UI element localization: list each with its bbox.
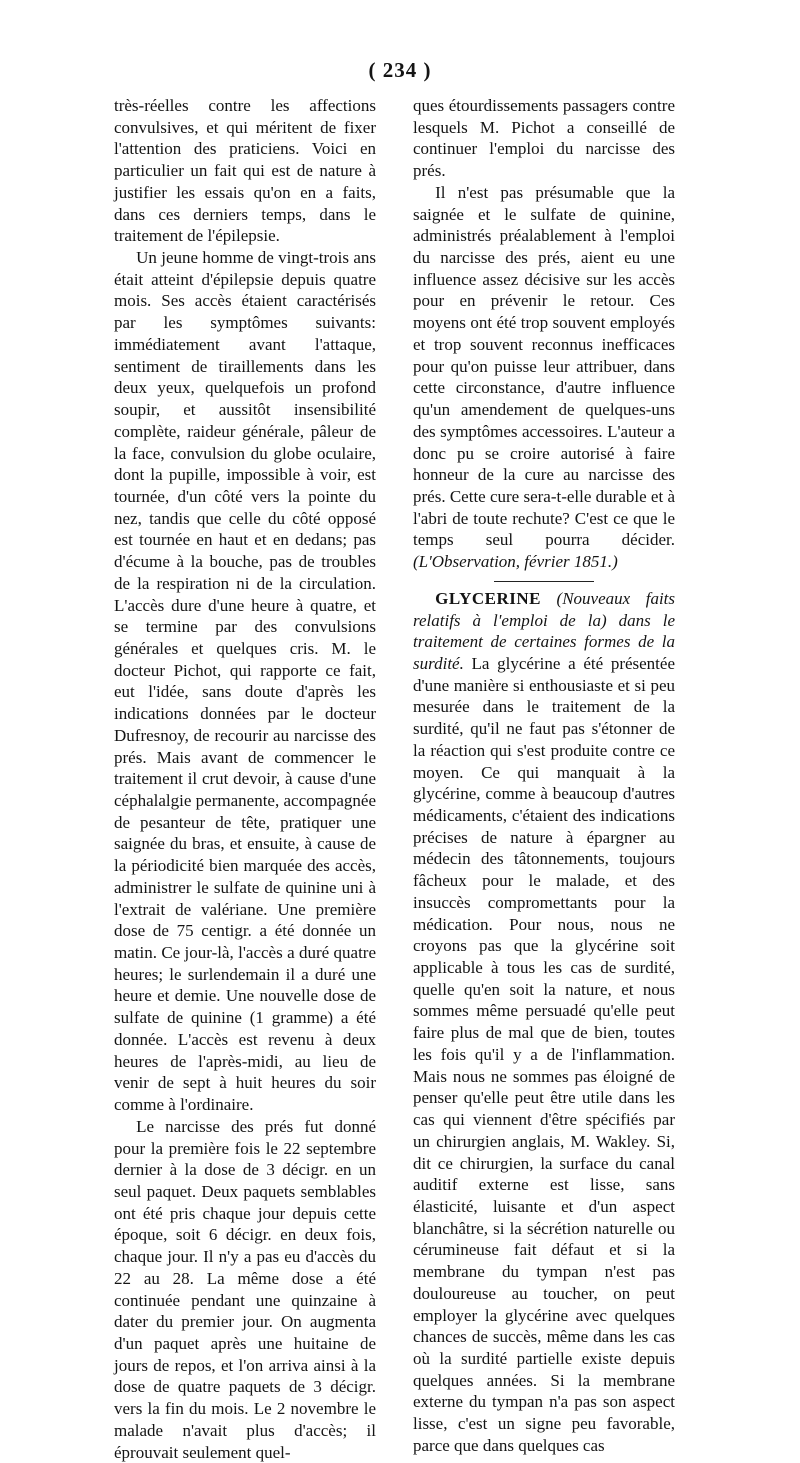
right-paragraph-2 (413, 182, 675, 573)
right-paragraph-1: ques étourdissements passagers contre lesquels M. Pichot a conseillé de continuer l'emploi du narcisse des prés. (413, 96, 675, 181)
article-subtitle: (Nouveaux faits relatifs à l'emploi de la) dans le traitement de certaines formes de la surdité. (413, 588, 676, 673)
left-paragraph-2: Un jeune homme de vingt-trois ans était atteint d'épilepsie depuis quatre mois. Ses accès étaient caractérisés par les symptômes suivants: immédiatement avant l'attaque, sentiment de tiraillements dans les deux yeux, quelquefois un profond soupir, et aussitôt insensibilité complète, raideur générale, pâleur de la face, convulsion du globe oculaire, dont la pupille, impossible à voir, est tournée, d'un côté vers la pointe du nez, tandis que celle du côté opposé est tournée en haut et en dedans; pas d'écume à la bouche, pas de troubles de la respiration ni de la circulation. L'accès dure d'une heure à quatre, et se termine par des convulsions générales et quelques cris. M. le docteur Pichot, qui rapporte ce fait, eut l'idée, sans doute d'après les indications données par le docteur Dufresnoy, de recourir au narcisse des prés. Mais avant de commencer le traitement il crut devoir, à cause d'une céphalalgie permanente, accompagnée de pesanteur de tête, pratiquer une saignée du bras, et ensuite, à cause de la périodicité bien marquée des accès, administrer le sulfate de quinine uni à l'extrait de valériane. Une première dose de 75 centigr. a été donnée un matin. Ce jour-là, l'accès a duré quatre heures; le surlendemain il a duré une heure et demie. Une nouvelle dose de sulfate de quinine (1 gramme) a été donnée. L'accès est revenu à deux heures de l'après-midi, au lieu de venir de sept à huit heures du soir comme à l'ordinaire. (114, 248, 376, 1115)
article-title: GLYCERINE (435, 588, 541, 608)
left-paragraph-1: très-réelles contre les affections convulsives, et qui méritent de fixer l'attention des praticiens. Voici en particulier un fait qui est de nature à justifier les essais qu'on en a faits, dans ces derniers temps, dans le traitement de l'épilepsie. (114, 96, 376, 246)
article-body: La glycérine a été présentée d'une manière si enthousiaste et si peu mesurée dans le traitement de la surdité, qu'il ne faut pas s'étonner de la réaction qui s'est produite contre ce moyen. Ce qui manquait à la glycérine, comme à beaucoup d'autres médicaments, c'étaient des indications précises de nature à épargner au médecin des tâtonnements, toujours fâcheux pour le malade, et des insuccès compromettants pour la médication. Pour nous, nous ne croyons pas que la glycérine soit applicable à tous les cas de surdité, quelle qu'en soit la nature, et nous sommes même persuadé qu'elle peut faire plus de mal que de bien, toutes les fois qu'il y a de l'inflammation. Mais nous ne sommes pas éloigné de penser qu'elle peut être utile dans les cas qui viennent d'être spécifiés par un chirurgien anglais, M. Wakley. Si, dit ce chirurgien, la surface du canal auditif externe est lisse, sans élasticité, luisante et d'un aspect blanchâtre, si la sécrétion naturelle ou cérumineuse fait défaut et si la membrane du tympan n'est pas douloureuse au toucher, on peut employer la glycérine avec quelques chances de succès, même dans les cas où la surdité partielle existe depuis quelques années. Si la membrane externe du tympan n'a pas son aspect lisse, c'est un signe peu favorable, parce que dans quelques cas (413, 653, 675, 1455)
right-column (413, 95, 675, 1457)
source-citation: (L'Observation, février 1851.) (413, 552, 618, 572)
left-paragraph-3: Le narcisse des prés fut donné pour la première fois le 22 septembre dernier à la dose de 3 décigr. en un seul paquet. Deux paquets semblables ont été pris chaque jour depuis cette époque, soit 6 décigr. en deux fois, chaque jour. Il n'y a pas eu d'accès du 22 au 28. La même dose a été continuée pendant une quinzaine à dater du premier jour. On augmenta d'un paquet après une huitaine de jours de repos, et l'on arriva ainsi à la dose de quatre paquets de 3 décigr. vers la fin du mois. Le 2 novembre le malade n'avait plus d'accès; il éprouvait seulement quel- (114, 1116, 376, 1462)
right-paragraph-2-text: Il n'est pas présumable que la saignée et le sulfate de quinine, administrés préalablement à l'emploi du narcisse des prés, aient eu une influence assez décisive sur les accès pour en prévenir le retour. Ces moyens ont été trop souvent employés et trop souvent reconnus inefficaces pour qu'on puisse leur attribuer, dans cette circonstance, d'autre influence qu'un amendement de quelques-uns des symptômes accessoires. L'auteur a donc pu se croire autorisé à faire honneur de la cure au narcisse des prés. Cette cure sera-t-elle durable et à l'abri de toute rechute? C'est ce que le temps seul pourra décider. (413, 182, 675, 550)
article-paragraph (413, 588, 675, 1457)
left-column (114, 95, 376, 1463)
page-number: ( 234 ) (368, 58, 432, 82)
section-divider (494, 581, 594, 582)
